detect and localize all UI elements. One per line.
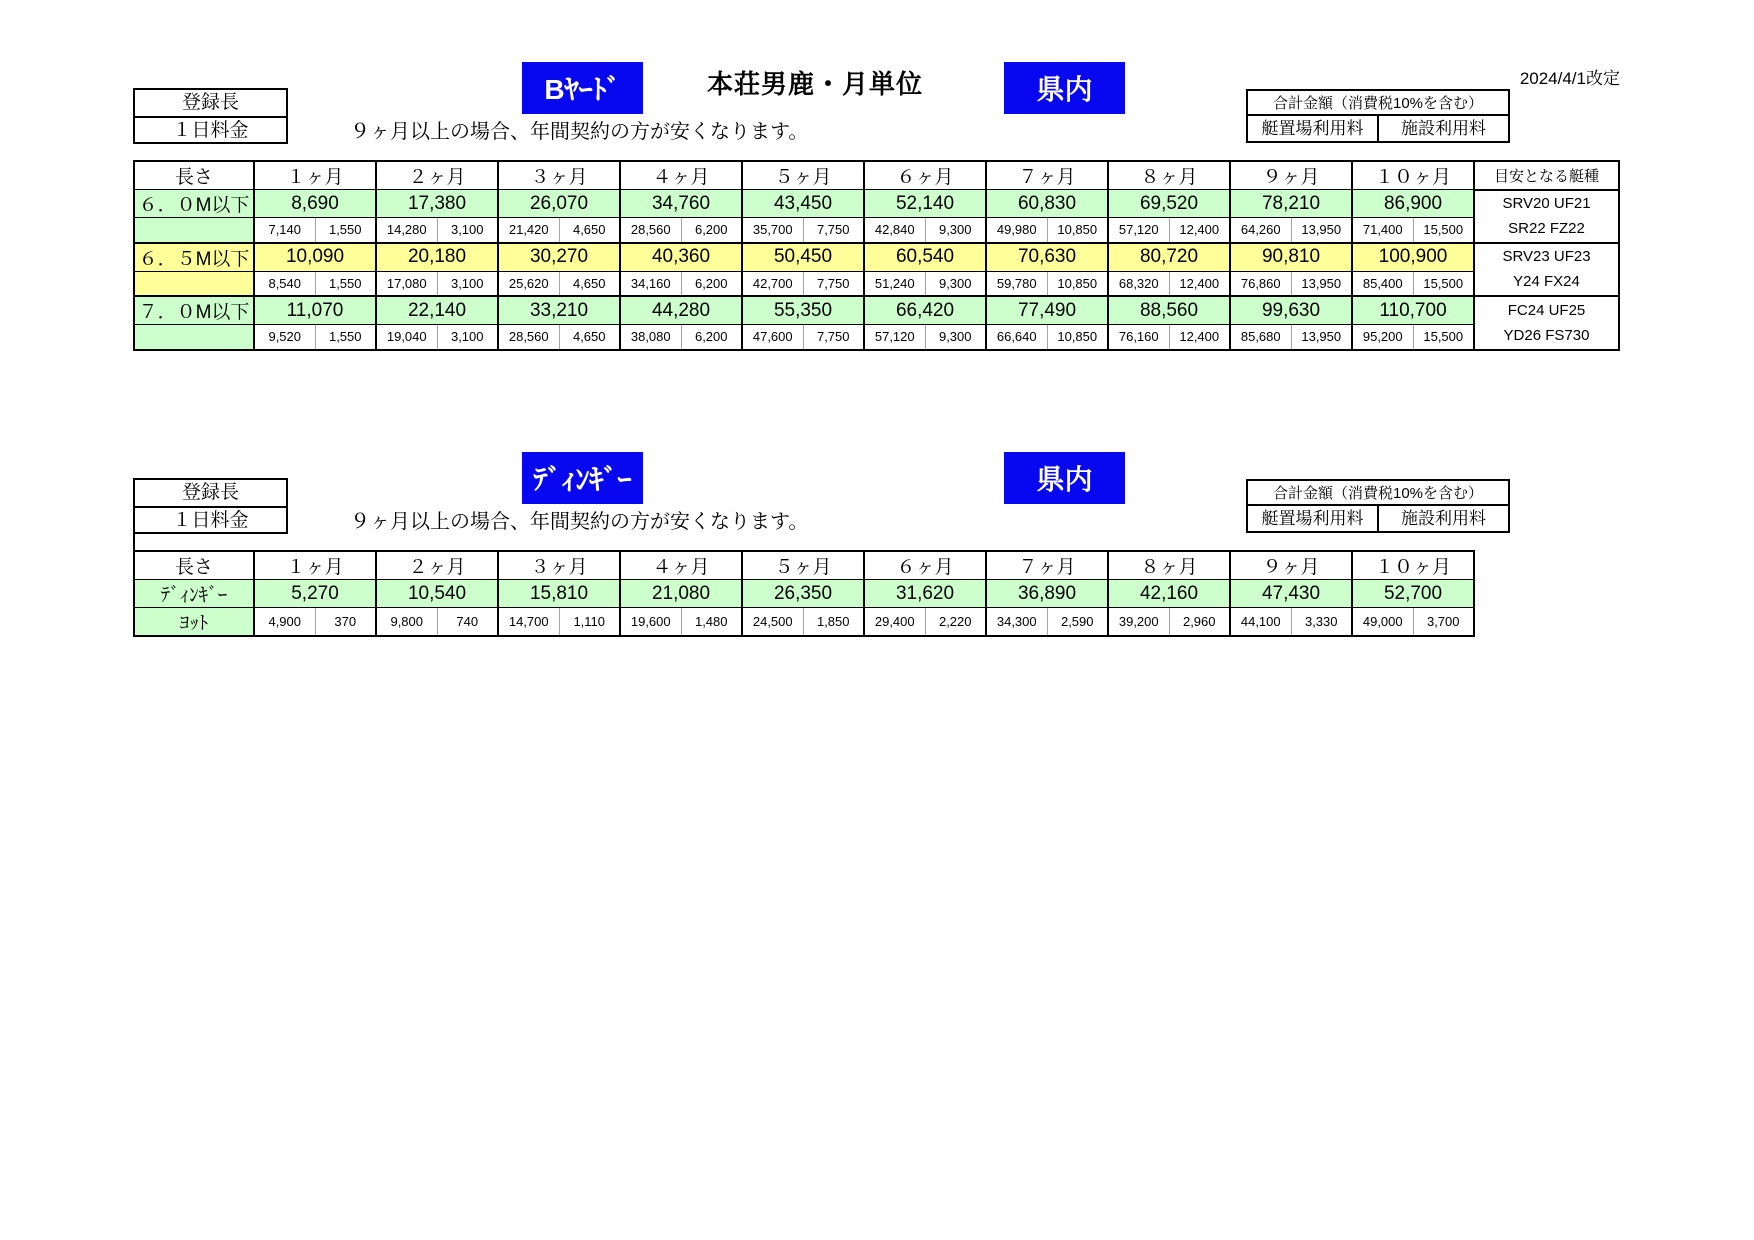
mooring-fee-cell: 24,500 <box>742 608 803 637</box>
registered-length-label: 登録長 <box>181 92 239 113</box>
facility-fee-cell: 9,300 <box>925 325 986 350</box>
total-fee-cell: 77,490 <box>986 296 1108 325</box>
length-sublabel <box>134 325 254 350</box>
mooring-fee-cell: 35,700 <box>742 218 803 243</box>
total-fee-cell: 8,690 <box>254 190 376 218</box>
month-column-header: １０ヶ月 <box>1352 551 1474 580</box>
fee-breakdown-row <box>134 608 1474 637</box>
legend-total-label: 合計金額（消費税10%を含む） <box>1248 481 1508 506</box>
facility-fee-cell: 3,100 <box>437 271 498 296</box>
facility-fee-cell: 1,110 <box>559 608 620 637</box>
total-fee-cell: 36,890 <box>986 580 1108 608</box>
total-fee-cell: 78,210 <box>1230 190 1352 218</box>
facility-fee-cell: 2,960 <box>1169 608 1230 637</box>
total-fee-cell: 11,070 <box>254 296 376 325</box>
mooring-fee-cell: 21,420 <box>498 218 559 243</box>
month-column-header: ４ヶ月 <box>620 161 742 190</box>
facility-fee-cell: 13,950 <box>1291 325 1352 350</box>
total-fee-cell: 88,560 <box>1108 296 1230 325</box>
facility-fee-cell: 1,480 <box>681 608 742 637</box>
mooring-fee-cell: 44,100 <box>1230 608 1291 637</box>
facility-fee-cell: 3,100 <box>437 218 498 243</box>
length-label: ６．５M以下 <box>134 243 254 272</box>
length-sublabel <box>134 271 254 296</box>
fee-total-row <box>134 580 1474 608</box>
mooring-fee-cell: 19,040 <box>376 325 437 350</box>
mooring-fee-cell: 76,860 <box>1230 271 1291 296</box>
boat-type-line: Y24 FX24 <box>1513 273 1580 291</box>
mooring-fee-cell: 28,560 <box>498 325 559 350</box>
length-label: ﾃﾞｨﾝｷﾞｰ <box>134 580 254 608</box>
mooring-fee-cell: 7,140 <box>254 218 315 243</box>
registered-length-box-dinghy <box>133 478 288 534</box>
facility-fee-cell: 3,700 <box>1413 608 1474 637</box>
contract-note-byard: ９ヶ月以上の場合、年間契約の方が安くなります。 <box>350 121 809 143</box>
month-column-header: ３ヶ月 <box>498 551 620 580</box>
facility-fee-cell: 4,650 <box>559 271 620 296</box>
facility-fee-cell: 10,850 <box>1047 271 1108 296</box>
boat-type-line: FC24 UF25 <box>1507 301 1586 319</box>
mooring-fee-cell: 85,400 <box>1352 271 1413 296</box>
empty-spacer-row <box>133 532 1473 550</box>
header-row <box>134 161 1619 190</box>
facility-fee-cell: 3,100 <box>437 325 498 350</box>
total-fee-cell: 34,760 <box>620 190 742 218</box>
total-fee-cell: 10,090 <box>254 243 376 272</box>
total-fee-cell: 90,810 <box>1230 243 1352 272</box>
revision-date: 2024/4/1改定 <box>1519 69 1620 88</box>
fee-breakdown-row <box>134 218 1619 243</box>
month-column-header: ２ヶ月 <box>376 551 498 580</box>
mooring-fee-cell: 28,560 <box>620 218 681 243</box>
dinghy-badge: ﾃﾞｨﾝｷﾞｰ <box>522 452 643 504</box>
facility-fee-cell: 7,750 <box>803 325 864 350</box>
facility-fee-cell: 12,400 <box>1169 218 1230 243</box>
total-fee-cell: 33,210 <box>498 296 620 325</box>
facility-fee-cell: 6,200 <box>681 218 742 243</box>
contract-note-dinghy: ９ヶ月以上の場合、年間契約の方が安くなります。 <box>350 511 809 533</box>
facility-fee-cell: 2,590 <box>1047 608 1108 637</box>
facility-fee-cell: 1,850 <box>803 608 864 637</box>
mooring-fee-cell: 57,120 <box>1108 218 1169 243</box>
facility-fee-cell: 15,500 <box>1413 325 1474 350</box>
sheet-title: 本荘男鹿・月単位 <box>706 69 923 99</box>
facility-fee-cell: 9,300 <box>925 218 986 243</box>
total-fee-cell: 26,350 <box>742 580 864 608</box>
fee-total-row <box>134 243 1619 272</box>
length-sublabel <box>134 218 254 243</box>
month-column-header: ８ヶ月 <box>1108 551 1230 580</box>
fee-breakdown-row <box>134 325 1619 350</box>
total-fee-cell: 40,360 <box>620 243 742 272</box>
mooring-fee-cell: 68,320 <box>1108 271 1169 296</box>
mooring-fee-cell: 25,620 <box>498 271 559 296</box>
total-fee-cell: 60,540 <box>864 243 986 272</box>
total-fee-cell: 31,620 <box>864 580 986 608</box>
total-fee-cell: 43,450 <box>742 190 864 218</box>
facility-fee-cell: 13,950 <box>1291 218 1352 243</box>
total-fee-cell: 69,520 <box>1108 190 1230 218</box>
total-fee-cell: 50,450 <box>742 243 864 272</box>
month-column-header: １０ヶ月 <box>1352 161 1474 190</box>
legend-mooring-label: 艇置場利用料 <box>1261 509 1364 528</box>
length-sublabel: ﾖｯﾄ <box>134 608 254 637</box>
byard-fee-table <box>133 160 1620 351</box>
mooring-fee-cell: 95,200 <box>1352 325 1413 350</box>
fee-total-row <box>134 296 1619 325</box>
area-badge-dinghy: 県内 <box>1004 452 1125 504</box>
total-fee-cell: 110,700 <box>1352 296 1474 325</box>
boat-type-cell <box>1474 296 1619 350</box>
total-fee-cell: 21,080 <box>620 580 742 608</box>
facility-fee-cell: 12,400 <box>1169 271 1230 296</box>
mooring-fee-cell: 14,280 <box>376 218 437 243</box>
mooring-fee-cell: 8,540 <box>254 271 315 296</box>
total-fee-cell: 22,140 <box>376 296 498 325</box>
month-column-header: ５ヶ月 <box>742 161 864 190</box>
legend-fee-row <box>1248 506 1508 531</box>
total-fee-cell: 15,810 <box>498 580 620 608</box>
total-fee-cell: 86,900 <box>1352 190 1474 218</box>
legend-total-label: 合計金額（消費税10%を含む） <box>1248 91 1508 116</box>
facility-fee-cell: 7,750 <box>803 271 864 296</box>
mooring-fee-cell: 42,840 <box>864 218 925 243</box>
month-column-header: １ヶ月 <box>254 161 376 190</box>
length-label: ７．０M以下 <box>134 296 254 325</box>
total-fee-cell: 70,630 <box>986 243 1108 272</box>
mooring-fee-cell: 42,700 <box>742 271 803 296</box>
facility-fee-cell: 3,330 <box>1291 608 1352 637</box>
mooring-fee-cell: 34,300 <box>986 608 1047 637</box>
boat-type-line: YD26 FS730 <box>1503 326 1590 344</box>
facility-fee-cell: 370 <box>315 608 376 637</box>
total-fee-cell: 17,380 <box>376 190 498 218</box>
mooring-fee-cell: 17,080 <box>376 271 437 296</box>
facility-fee-cell: 740 <box>437 608 498 637</box>
facility-fee-cell: 4,650 <box>559 218 620 243</box>
legend-fee-row <box>1248 116 1508 141</box>
month-column-header: ６ヶ月 <box>864 161 986 190</box>
mooring-fee-cell: 14,700 <box>498 608 559 637</box>
mooring-fee-cell: 66,640 <box>986 325 1047 350</box>
month-column-header: ３ヶ月 <box>498 161 620 190</box>
facility-fee-cell: 6,200 <box>681 271 742 296</box>
header-row <box>134 551 1474 580</box>
legend-mooring-label: 艇置場利用料 <box>1261 119 1364 138</box>
facility-fee-cell: 6,200 <box>681 325 742 350</box>
length-column-header: 長さ <box>134 551 254 580</box>
boat-type-line: SRV23 UF23 <box>1502 248 1591 266</box>
yard-badge: Bﾔｰﾄﾞ <box>522 62 643 114</box>
month-column-header: ２ヶ月 <box>376 161 498 190</box>
length-column-header: 長さ <box>134 161 254 190</box>
fee-legend-byard <box>1246 89 1510 143</box>
total-fee-cell: 42,160 <box>1108 580 1230 608</box>
total-fee-cell: 5,270 <box>254 580 376 608</box>
facility-fee-cell: 10,850 <box>1047 325 1108 350</box>
mooring-fee-cell: 49,000 <box>1352 608 1413 637</box>
month-column-header: ９ヶ月 <box>1230 551 1352 580</box>
facility-fee-cell: 1,550 <box>315 218 376 243</box>
facility-fee-cell: 10,850 <box>1047 218 1108 243</box>
month-column-header: ６ヶ月 <box>864 551 986 580</box>
mooring-fee-cell: 49,980 <box>986 218 1047 243</box>
boat-type-cell <box>1474 190 1619 243</box>
facility-fee-cell: 13,950 <box>1291 271 1352 296</box>
total-fee-cell: 26,070 <box>498 190 620 218</box>
month-column-header: ７ヶ月 <box>986 161 1108 190</box>
facility-fee-cell: 15,500 <box>1413 218 1474 243</box>
mooring-fee-cell: 85,680 <box>1230 325 1291 350</box>
mooring-fee-cell: 57,120 <box>864 325 925 350</box>
mooring-fee-cell: 59,780 <box>986 271 1047 296</box>
boat-type-line: SR22 FZ22 <box>1508 220 1585 237</box>
month-column-header: ４ヶ月 <box>620 551 742 580</box>
mooring-fee-cell: 47,600 <box>742 325 803 350</box>
legend-facility-label: 施設利用料 <box>1377 116 1508 141</box>
mooring-fee-cell: 29,400 <box>864 608 925 637</box>
total-fee-cell: 52,140 <box>864 190 986 218</box>
daily-fee-label: １日料金 <box>135 506 286 532</box>
mooring-fee-cell: 76,160 <box>1108 325 1169 350</box>
mooring-fee-cell: 71,400 <box>1352 218 1413 243</box>
daily-fee-label: １日料金 <box>135 116 286 142</box>
mooring-fee-cell: 38,080 <box>620 325 681 350</box>
fee-legend-dinghy <box>1246 479 1510 533</box>
total-fee-cell: 80,720 <box>1108 243 1230 272</box>
fee-total-row <box>134 190 1619 218</box>
mooring-fee-cell: 19,600 <box>620 608 681 637</box>
total-fee-cell: 100,900 <box>1352 243 1474 272</box>
facility-fee-cell: 2,220 <box>925 608 986 637</box>
month-column-header: ７ヶ月 <box>986 551 1108 580</box>
mooring-fee-cell: 9,520 <box>254 325 315 350</box>
total-fee-cell: 52,700 <box>1352 580 1474 608</box>
total-fee-cell: 10,540 <box>376 580 498 608</box>
registered-length-box <box>133 88 288 144</box>
month-column-header: １ヶ月 <box>254 551 376 580</box>
month-column-header: ８ヶ月 <box>1108 161 1230 190</box>
total-fee-cell: 44,280 <box>620 296 742 325</box>
facility-fee-cell: 4,650 <box>559 325 620 350</box>
total-fee-cell: 99,630 <box>1230 296 1352 325</box>
total-fee-cell: 66,420 <box>864 296 986 325</box>
legend-facility-label: 施設利用料 <box>1377 506 1508 531</box>
registered-length-label: 登録長 <box>181 482 239 503</box>
dinghy-fee-table <box>133 550 1475 637</box>
total-fee-cell: 60,830 <box>986 190 1108 218</box>
mooring-fee-cell: 34,160 <box>620 271 681 296</box>
fee-breakdown-row <box>134 271 1619 296</box>
mooring-fee-cell: 9,800 <box>376 608 437 637</box>
month-column-header: ５ヶ月 <box>742 551 864 580</box>
length-label: ６．０M以下 <box>134 190 254 218</box>
total-fee-cell: 55,350 <box>742 296 864 325</box>
boat-type-line: SRV20 UF21 <box>1502 195 1591 212</box>
month-column-header: ９ヶ月 <box>1230 161 1352 190</box>
area-badge-byard: 県内 <box>1004 62 1125 114</box>
mooring-fee-cell: 51,240 <box>864 271 925 296</box>
total-fee-cell: 20,180 <box>376 243 498 272</box>
facility-fee-cell: 1,550 <box>315 325 376 350</box>
facility-fee-cell: 12,400 <box>1169 325 1230 350</box>
total-fee-cell: 30,270 <box>498 243 620 272</box>
mooring-fee-cell: 4,900 <box>254 608 315 637</box>
total-fee-cell: 47,430 <box>1230 580 1352 608</box>
facility-fee-cell: 9,300 <box>925 271 986 296</box>
mooring-fee-cell: 64,260 <box>1230 218 1291 243</box>
facility-fee-cell: 7,750 <box>803 218 864 243</box>
boat-type-cell <box>1474 243 1619 297</box>
boat-type-column-header: 目安となる艇種 <box>1474 161 1619 190</box>
mooring-fee-cell: 39,200 <box>1108 608 1169 637</box>
facility-fee-cell: 15,500 <box>1413 271 1474 296</box>
facility-fee-cell: 1,550 <box>315 271 376 296</box>
